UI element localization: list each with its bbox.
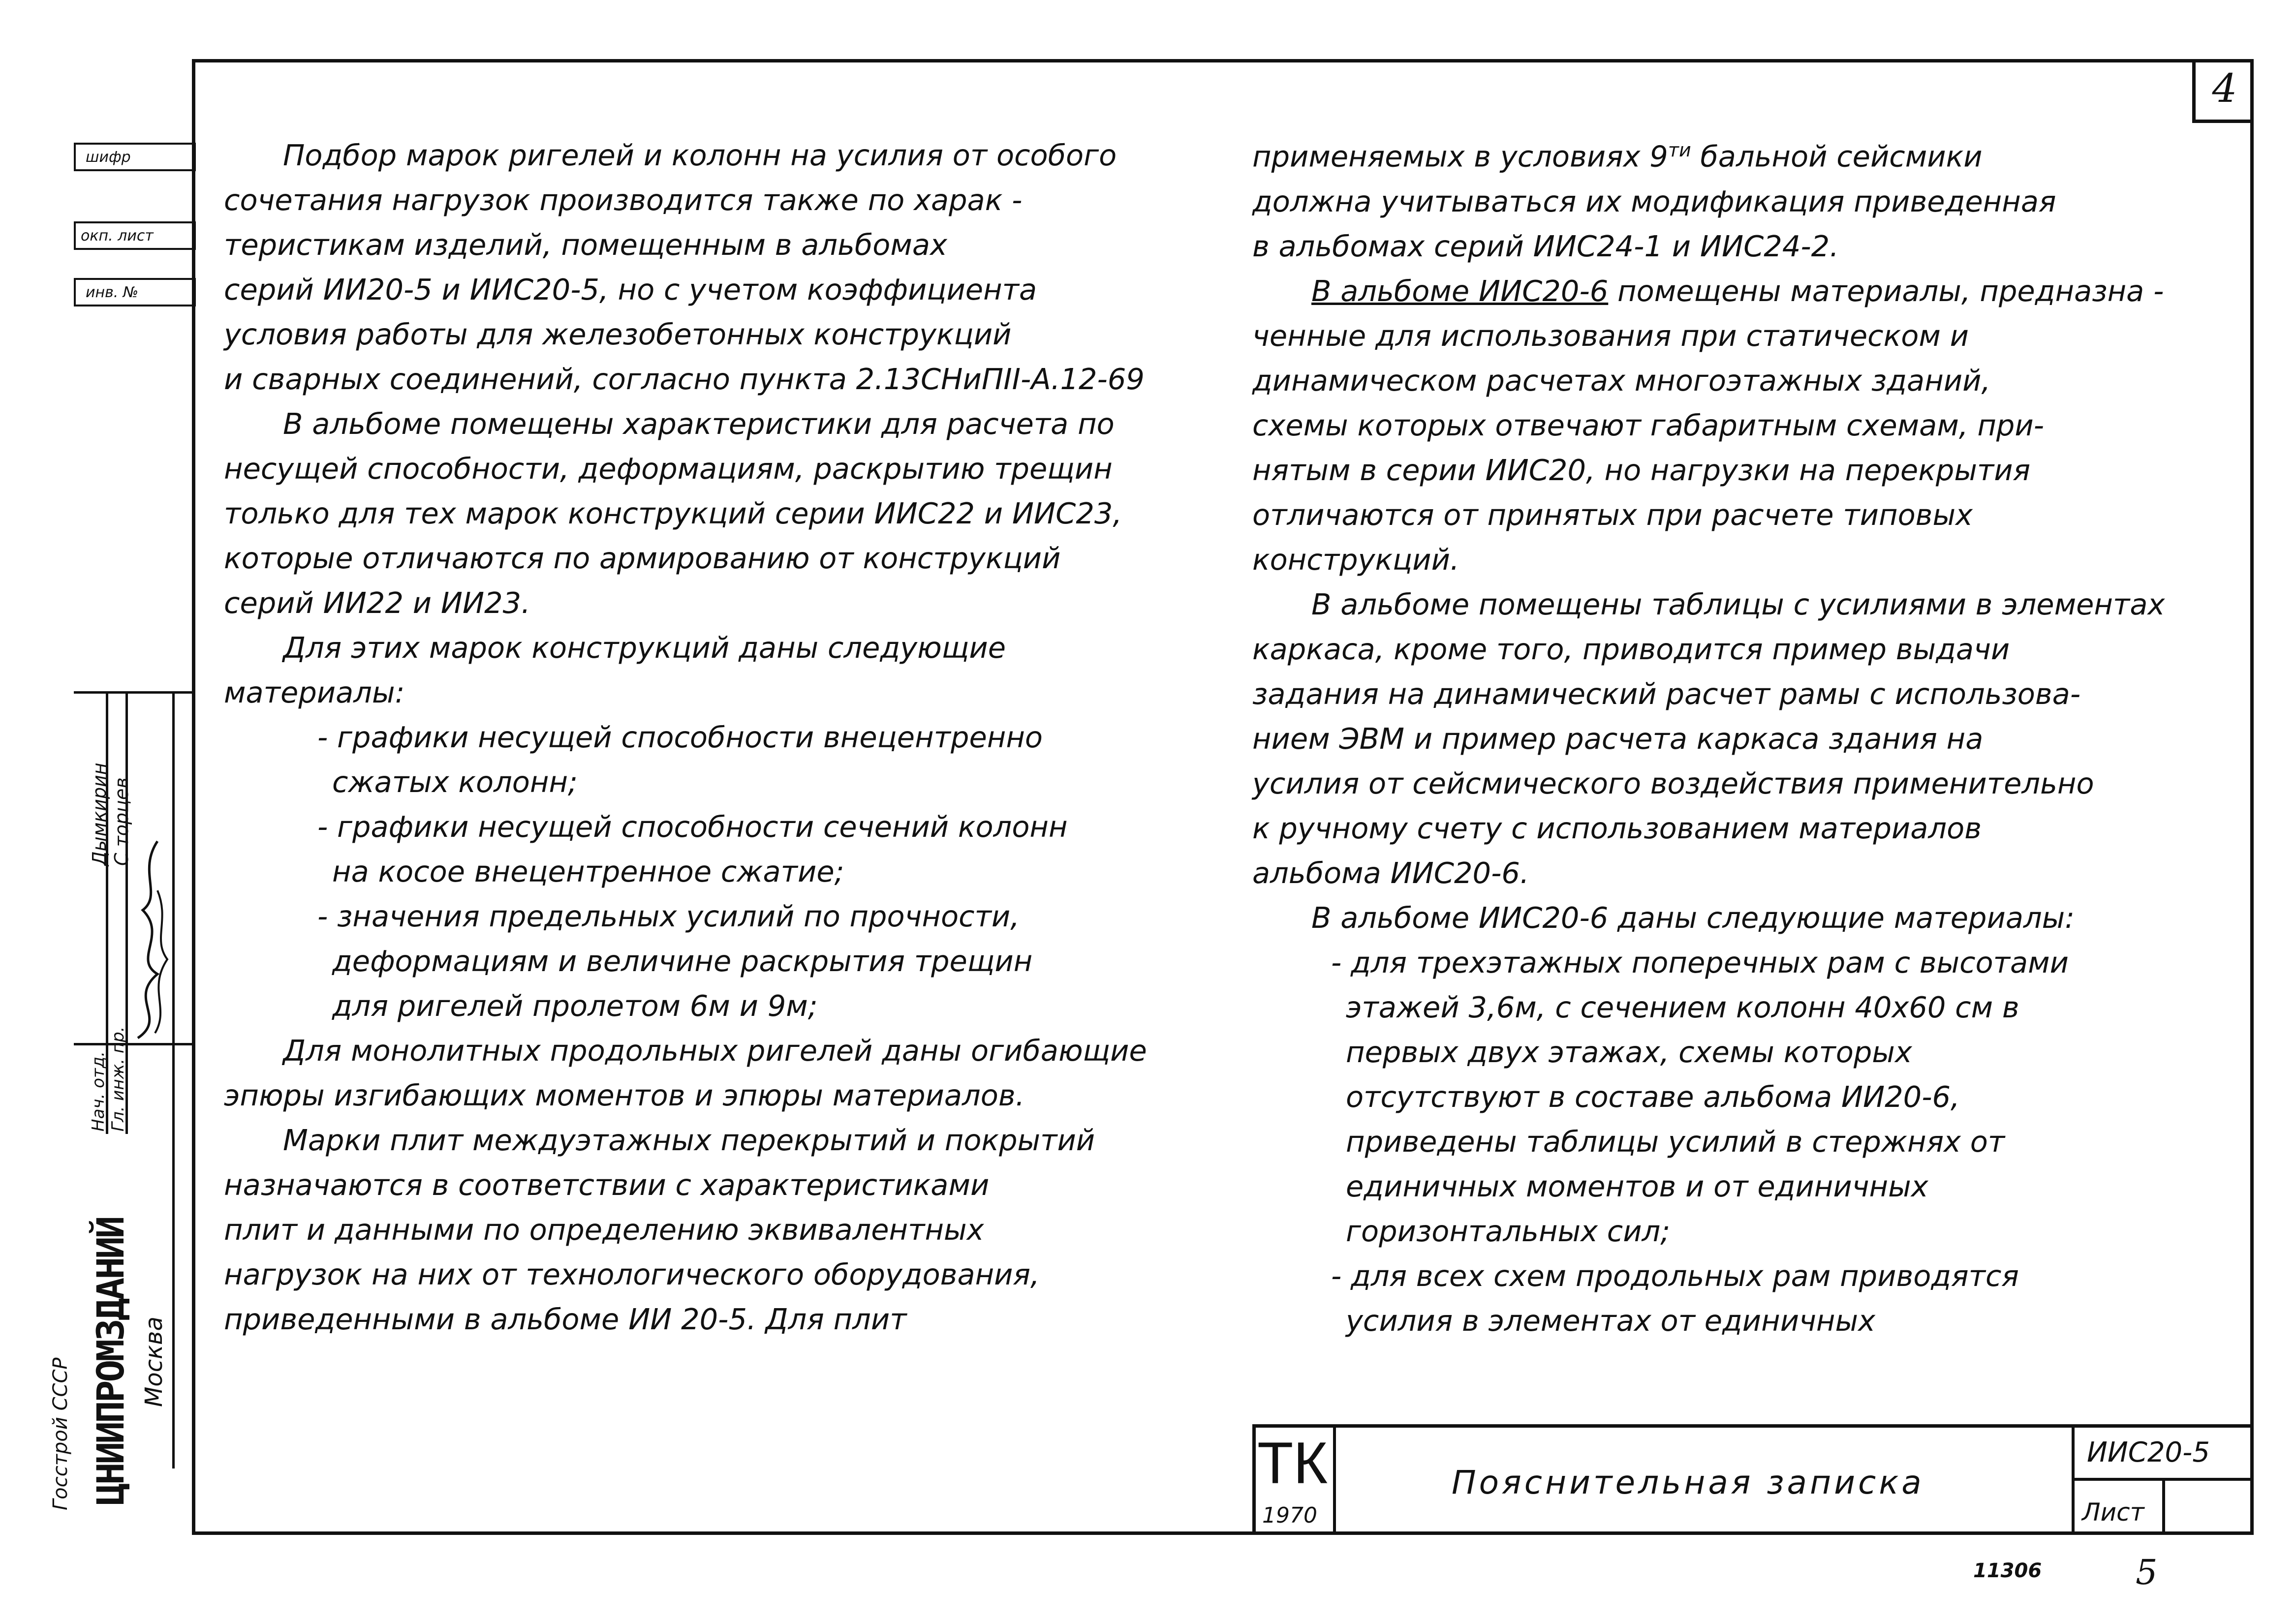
paragraph-line: Для этих марок конструкций даны следующие xyxy=(283,631,1006,665)
paragraph-line: несущей способности, деформациям, раскрытию трещин xyxy=(224,452,1113,486)
list-item-cont: единичных моментов и от единичных xyxy=(1346,1169,1928,1203)
list-item: - графики несущей способности сечений колонн xyxy=(317,810,1068,844)
paragraph-line: схемы которых отвечают габаритным схемам, при- xyxy=(1252,408,2045,442)
list-item-cont: приведены таблицы усилий в стержнях от xyxy=(1346,1124,2005,1159)
city-label: Москва xyxy=(140,1316,168,1407)
paragraph-line: Марки плит междуэтажных перекрытий и покрытий xyxy=(283,1123,1095,1157)
paragraph-line: задания на динамический расчет рамы с использова- xyxy=(1252,676,2081,711)
stamp-copy-sheet xyxy=(74,221,196,250)
album-reference-underlined: В альбоме ИИС20-6 xyxy=(1311,274,1609,308)
signature-name-2: С.торцев xyxy=(111,777,132,866)
line-1b: бальной сейсмики xyxy=(1691,139,1983,174)
paragraph-line: конструкций. xyxy=(1252,542,1459,577)
paragraph-line: В альбоме помещены таблицы с усилиями в элементах xyxy=(1311,587,2165,621)
left-column-text xyxy=(224,133,1147,1342)
document-title: Пояснительная записка xyxy=(1452,1464,1924,1501)
list-item-cont: деформациям и величине раскрытия трещин xyxy=(332,944,1033,978)
list-item-cont: первых двух этажах, схемы которых xyxy=(1346,1035,1912,1069)
stamp-cipher xyxy=(74,143,196,171)
list-item: - для трехэтажных поперечных рам с высотами xyxy=(1331,945,2069,979)
page-number: 5 xyxy=(2136,1552,2158,1592)
right-column-text xyxy=(1252,128,2165,1343)
list-item-cont: усилия в элементах от единичных xyxy=(1346,1303,1876,1338)
signature-name-1: Дымкирин xyxy=(89,763,110,866)
paragraph-line: приведенными в альбоме ИИ 20-5. Для плит xyxy=(224,1302,907,1336)
series-mark-cell xyxy=(1252,1424,1336,1535)
paragraph-line: нятым в серии ИИС20, но нагрузки на перекрытия xyxy=(1252,453,2031,487)
paragraph-line: ченные для использования при статическом и xyxy=(1252,318,1969,353)
paragraph-line: к ручному счету с использованием материалов xyxy=(1252,811,1982,845)
paragraph-line: альбома ИИС20-6. xyxy=(1252,856,1529,890)
signature-divider-3 xyxy=(172,691,175,1468)
paragraph-line: В альбоме ИИС20-6 даны следующие материалы: xyxy=(1311,900,2075,935)
paragraph-line: серий ИИ20-5 и ИИС20-5, но с учетом коэффициента xyxy=(224,273,1037,306)
paragraph-line: нагрузок на них от технологического оборудования, xyxy=(224,1257,1040,1291)
paragraph-line: теристикам изделий, помещенным в альбомах xyxy=(224,228,947,262)
paragraph-line: только для тех марок конструкций серии ИИС22 и ИИС23, xyxy=(224,496,1122,530)
paragraph-line: отличаются от принятых при расчете типовых xyxy=(1252,497,1973,532)
paragraph-line: должна учитываться их модификация приведенная xyxy=(1252,184,2056,218)
stamp-cipher-label: шифр xyxy=(86,149,131,166)
list-item: - значения предельных усилий по прочности, xyxy=(317,899,1020,933)
paragraph-line: назначаются в соответствии с характеристиками xyxy=(224,1168,990,1202)
paragraph-line: сочетания нагрузок производится также по харак - xyxy=(224,183,1023,217)
ministry-label: Госстрой СССР xyxy=(49,1357,72,1510)
line-1-superscript: ти xyxy=(1668,139,1691,161)
stamp-copy-sheet-label: окп. лист xyxy=(81,227,154,245)
paragraph-line: серий ИИ22 и ИИ23. xyxy=(224,586,530,620)
paragraph-line: каркаса, кроме того, приводится пример выдачи xyxy=(1252,632,2010,666)
year: 1970 xyxy=(1262,1503,1317,1528)
paragraph-line: материалы: xyxy=(224,675,405,709)
paragraph-line xyxy=(1252,128,2165,179)
list-item-cont: на косое внецентренное сжатие; xyxy=(332,855,844,888)
album-code: ИИС20-5 xyxy=(2072,1424,2254,1481)
signature-role-1: Нач. отд. xyxy=(89,1051,108,1132)
stamp-inventory-label: инв. № xyxy=(86,284,139,301)
line-1a: применяемых в условиях 9 xyxy=(1252,139,1668,174)
paragraph-line: Подбор марок ригелей и колонн на усилия от особого xyxy=(283,138,1117,172)
paragraph-line: плит и данными по определению эквивалентных xyxy=(224,1213,984,1247)
paragraph-line: нием ЭВМ и пример расчета каркаса здания на xyxy=(1252,721,1984,756)
list-item: - для всех схем продольных рам приводятся xyxy=(1331,1258,2019,1293)
sheet-label: Лист xyxy=(2072,1481,2165,1535)
paragraph-line xyxy=(1252,269,2165,313)
list-item-cont: отсутствуют в составе альбома ИИ20-6, xyxy=(1346,1079,1960,1114)
paragraph-line: и сварных соединений, согласно пункта 2.13СНиПII-А.12-69 xyxy=(224,362,1145,396)
list-item-cont: для ригелей пролетом 6м и 9м; xyxy=(332,989,818,1023)
paragraph-line: условия работы для железобетонных конструкций xyxy=(224,317,1012,351)
signature-role-2: Гл. инж. пр. xyxy=(108,1026,128,1132)
list-item-cont: этажей 3,6м, с сечением колонн 40х60 см в xyxy=(1346,990,2019,1024)
paragraph-line: в альбомах серий ИИС24-1 и ИИС24-2. xyxy=(1252,229,1839,263)
paragraph-line: усилия от сейсмического воздействия применительно xyxy=(1252,766,2094,800)
list-item-cont: сжатых колонн; xyxy=(332,765,578,799)
stamp-inventory xyxy=(74,278,196,306)
series-mark: ТК xyxy=(1257,1430,1328,1496)
sheet-number: 4 xyxy=(2192,59,2254,123)
line-4-rest: помещены материалы, предназна - xyxy=(1608,274,2164,308)
paragraph-line: Для монолитных продольных ригелей даны огибающие xyxy=(283,1034,1147,1068)
signatures xyxy=(128,812,172,1048)
institute-logo-text: ЦНИИПРОМЗДАНИЙ xyxy=(89,1218,132,1505)
paragraph-line: динамическом расчетах многоэтажных зданий, xyxy=(1252,363,1991,398)
list-item-cont: горизонтальных сил; xyxy=(1346,1214,1671,1248)
list-item: - графики несущей способности внецентренно xyxy=(317,720,1043,754)
paragraph-line: которые отличаются по армированию от конструкций xyxy=(224,541,1061,575)
inventory-number: 11306 xyxy=(1973,1560,2042,1582)
paragraph-line: эпюры изгибающих моментов и эпюры материалов. xyxy=(224,1078,1025,1112)
paragraph-line: В альбоме помещены характеристики для расчета по xyxy=(283,407,1115,441)
